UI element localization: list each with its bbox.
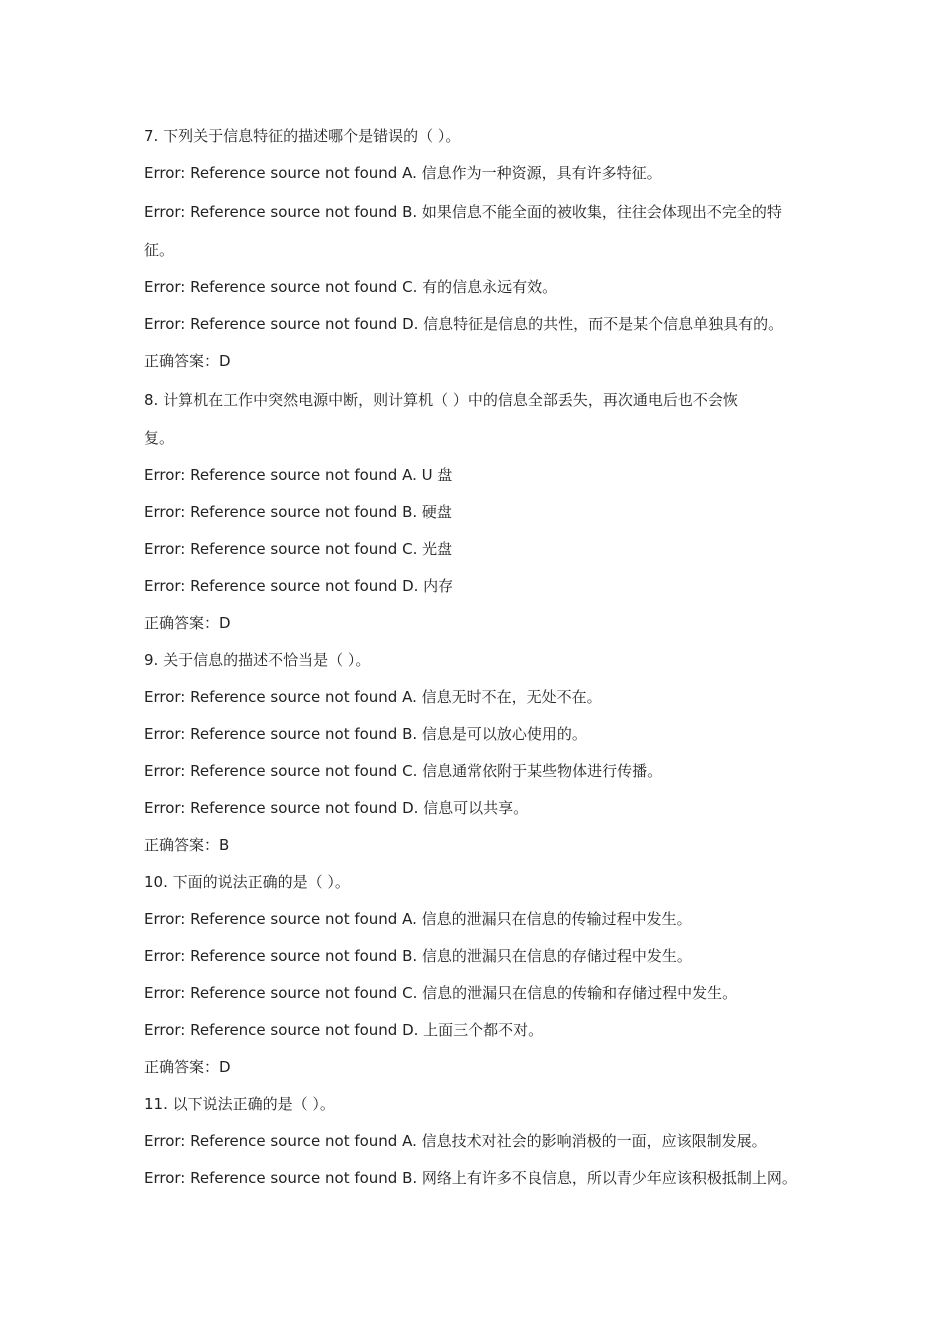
question-10-option-d: Error: Reference source not found D. 上面三个都不对。 bbox=[144, 1021, 544, 1039]
question-7-option-a: Error: Reference source not found A. 信息作为一种资源，具有许多特征。 bbox=[144, 164, 662, 182]
question-9-option-b: Error: Reference source not found B. 信息是可以放心使用的。 bbox=[144, 725, 587, 743]
question-9-option-c: Error: Reference source not found C. 信息通常依附于某些物体进行传播。 bbox=[144, 762, 663, 780]
question-8-option-c: Error: Reference source not found C. 光盘 bbox=[144, 540, 453, 558]
question-7-option-b-continuation: 征。 bbox=[144, 241, 175, 259]
question-8-answer: 正确答案：D bbox=[144, 614, 231, 632]
question-10-option-a: Error: Reference source not found A. 信息的泄漏只在信息的传输过程中发生。 bbox=[144, 910, 692, 928]
question-10-answer: 正确答案：D bbox=[144, 1058, 231, 1076]
question-11-option-a: Error: Reference source not found A. 信息技术对社会的影响消极的一面，应该限制发展。 bbox=[144, 1132, 767, 1150]
question-8-stem: 8. 计算机在工作中突然电源中断，则计算机（ ）中的信息全部丢失，再次通电后也不会恢 bbox=[144, 391, 738, 409]
question-9-option-a: Error: Reference source not found A. 信息无时不在，无处不在。 bbox=[144, 688, 602, 706]
question-7-answer: 正确答案：D bbox=[144, 352, 231, 370]
document-body bbox=[144, 118, 824, 1197]
question-9-option-d: Error: Reference source not found D. 信息可以共享。 bbox=[144, 799, 529, 817]
question-7-option-c: Error: Reference source not found C. 有的信息永远有效。 bbox=[144, 278, 558, 296]
question-7-stem: 7. 下列关于信息特征的描述哪个是错误的（ ）。 bbox=[144, 127, 461, 145]
question-10-option-b: Error: Reference source not found B. 信息的泄漏只在信息的存储过程中发生。 bbox=[144, 947, 692, 965]
question-11-option-b: Error: Reference source not found B. 网络上有许多不良信息，所以青少年应该积极抵制上网。 bbox=[144, 1169, 797, 1187]
question-10-stem: 10. 下面的说法正确的是（ ）。 bbox=[144, 873, 350, 891]
question-7-option-b: Error: Reference source not found B. 如果信息不能全面的被收集，往往会体现出不完全的特 bbox=[144, 203, 782, 221]
question-9-answer: 正确答案：B bbox=[144, 836, 230, 854]
question-8-option-b: Error: Reference source not found B. 硬盘 bbox=[144, 503, 452, 521]
question-10-option-c: Error: Reference source not found C. 信息的泄漏只在信息的传输和存储过程中发生。 bbox=[144, 984, 738, 1002]
question-8-stem-continuation: 复。 bbox=[144, 429, 175, 447]
question-8-option-a: Error: Reference source not found A. U 盘 bbox=[144, 466, 453, 484]
question-11-stem: 11. 以下说法正确的是（ ）。 bbox=[144, 1095, 335, 1113]
question-8-option-d: Error: Reference source not found D. 内存 bbox=[144, 577, 454, 595]
question-7-option-d: Error: Reference source not found D. 信息特征是信息的共性，而不是某个信息单独具有的。 bbox=[144, 315, 784, 333]
question-9-stem: 9. 关于信息的描述不恰当是（ ）。 bbox=[144, 651, 371, 669]
